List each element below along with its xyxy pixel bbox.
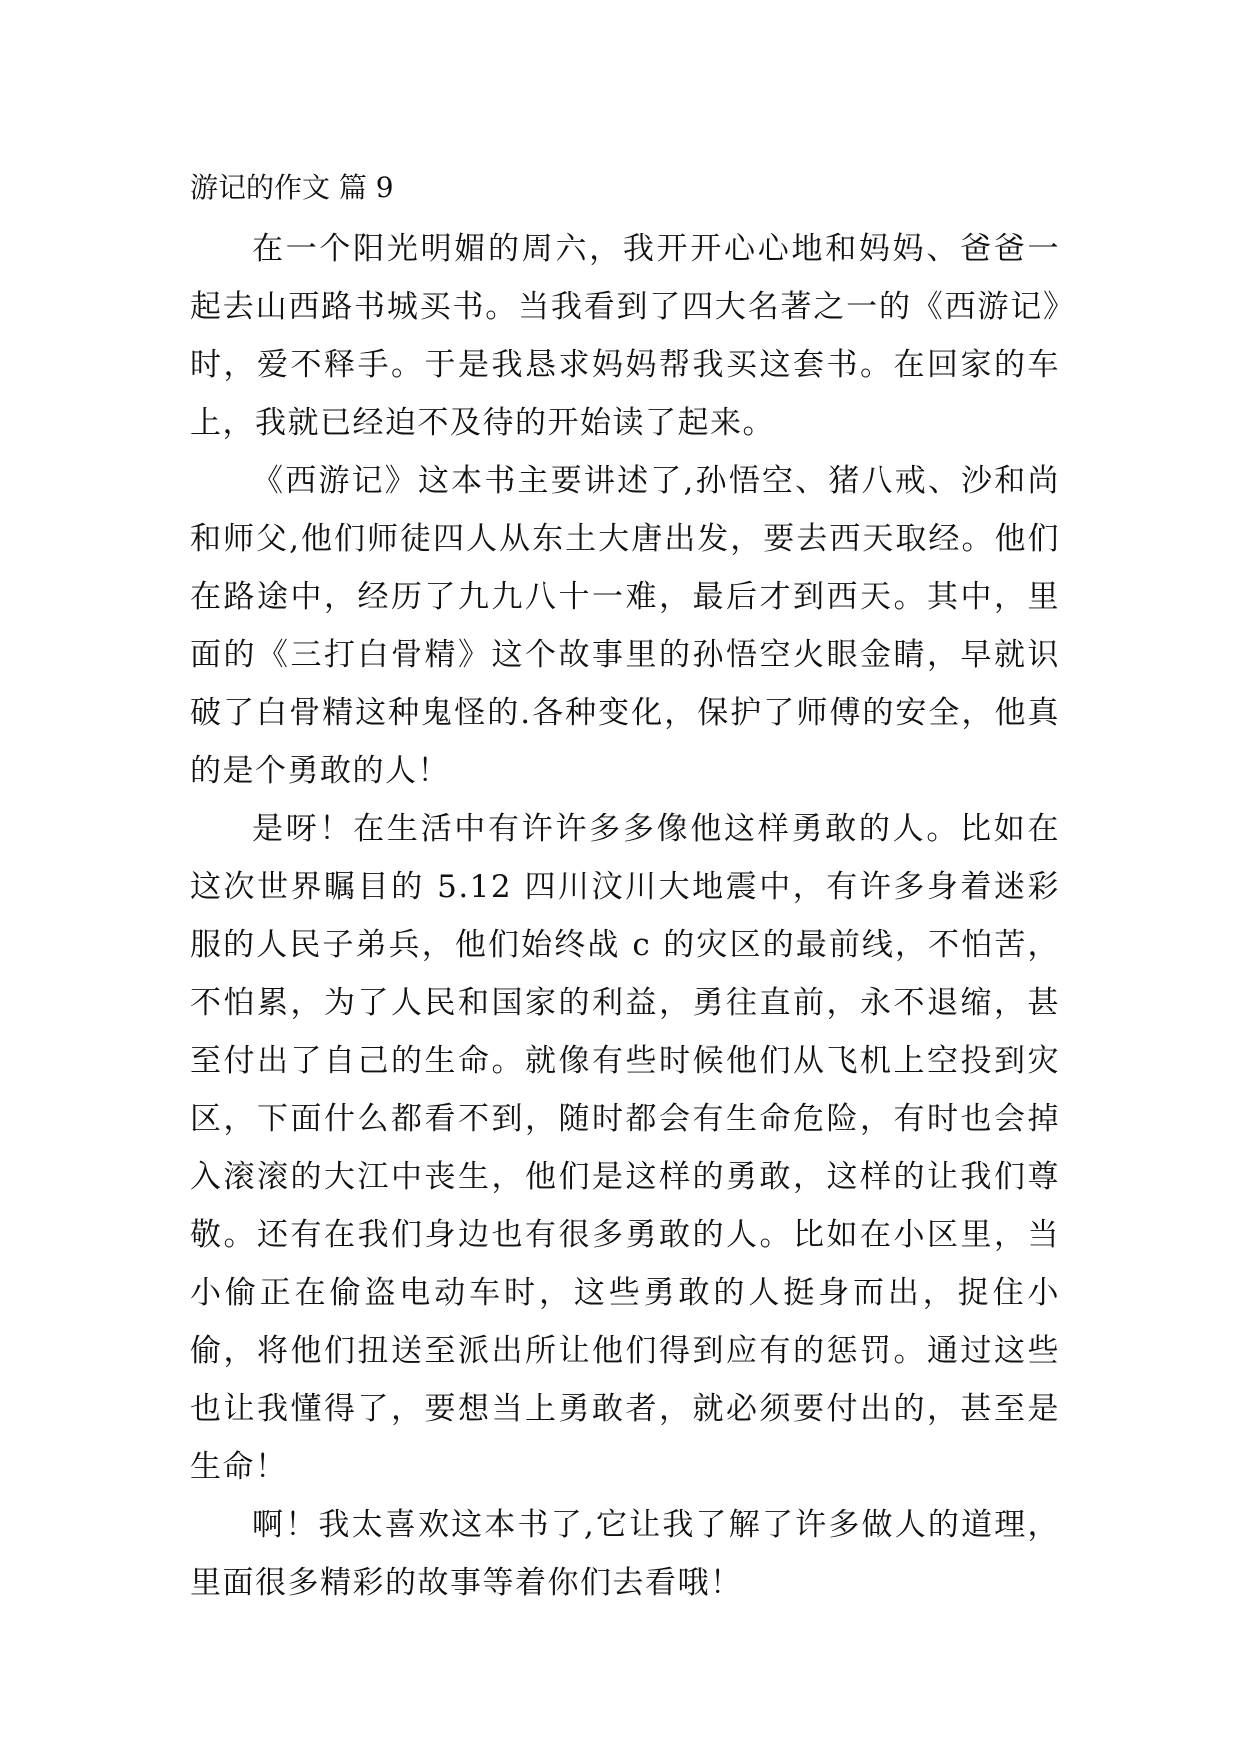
paragraph-1: 在一个阳光明媚的周六，我开开心心地和妈妈、爸爸一起去山西路书城买书。当我看到了四大名著之一的《西游记》时，爱不释手。于是我恳求妈妈帮我买这套书。在回家的车上，我就已经迫不及待的开始读了起来。: [190, 231, 1060, 441]
document-body: [190, 160, 1060, 1612]
paragraph-2: 《西游记》这本书主要讲述了,孙悟空、猪八戒、沙和尚和师父,他们师徒四人从东土大唐出发，要去西天取经。他们在路途中，经历了九九八十一难，最后才到西天。其中，里面的《三打白骨精》这个故事里的孙悟空火眼金睛，早就识破了白骨精这种鬼怪的.各种变化，保护了师傅的安全，他真的是个勇敢的人！: [190, 463, 1060, 789]
document-title: 游记的作文 篇 9: [190, 171, 394, 204]
paragraph-3: 是呀！在生活中有许许多多像他这样勇敢的人。比如在这次世界瞩目的 5.12 四川汶川大地震中，有许多身着迷彩服的人民子弟兵，他们始终战 c 的灾区的最前线，不怕苦，不怕累，为了人民和国家的利益，勇往直前，永不退缩，甚至付出了自己的生命。就像有些时候他们从飞机上空投到灾区，下面什么都看不到，随时都会有生命危险，有时也会掉入滚滚的大江中丧生，他们是这样的勇敢，这样的让我们尊敬。还有在我们身边也有很多勇敢的人。比如在小区里，当小偷正在偷盗电动车时，这些勇敢的人挺身而出，捉住小偷，将他们扭送至派出所让他们得到应有的惩罚。通过这些也让我懂得了，要想当上勇敢者，就必须要付出的，甚至是生命！: [190, 811, 1060, 1485]
paragraph-4: 啊！我太喜欢这本书了,它让我了解了许多做人的道理，里面很多精彩的故事等着你们去看哦！: [190, 1507, 1060, 1601]
